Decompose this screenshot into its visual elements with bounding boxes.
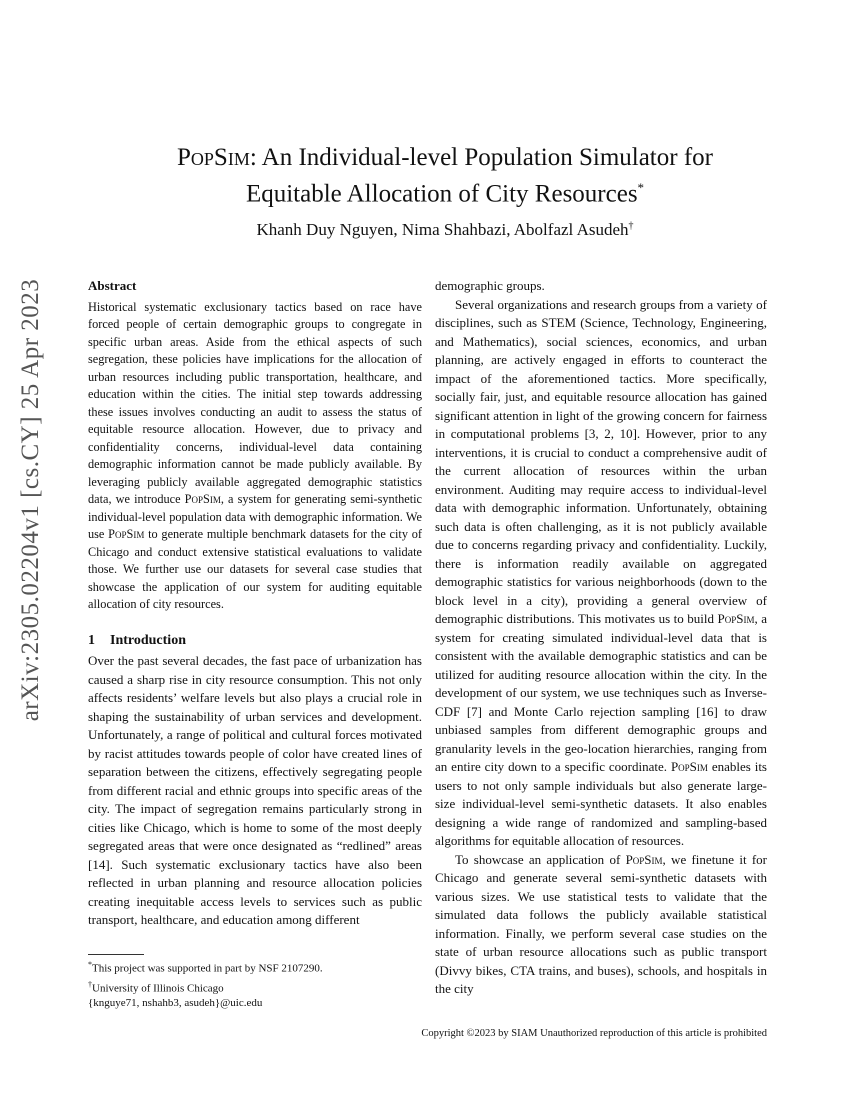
footnote-2-mark: †	[88, 979, 92, 989]
abstract-part-3: to generate multiple benchmark datasets for the city of Chicago and conduct extensive statistical evaluations to validate those. We further use our datasets for several case studies that showcase the application of our system for auditing equitable allocation of city resources.	[88, 527, 422, 611]
author-names: Khanh Duy Nguyen, Nima Shahbazi, Abolfazl Asudeh	[256, 220, 629, 239]
author-footnote-mark: †	[628, 220, 634, 232]
intro-continuation: demographic groups.	[435, 278, 545, 293]
para2-text-c: enables its users to not only sample individuals but also generate large-size individual-level semi-synthetic datasets. It also enables designing a wide range of randomized and sampling-based algorithms for equitable allocation of resources.	[435, 759, 767, 848]
intro-paragraph-1: Over the past several decades, the fast pace of urbanization has caused a sharp rise in city resource consumption. This not only affects residents’ welfare levels but also plays a crucial role in shaping the sustainability of urban services and development. Unfortunately, a range of political and cultural forces motivated by racist attitudes towards people of color have created lines of separation between the citizens, effectively segregating people from different racial and ethnic groups into specific areas of the city. The impact of segregation remains particularly strong in cities like Chicago, which is home to some of the most deeply segregated areas that were once designated as “redlined” areas [14]. Such systematic exclusionary tactics have also been reflected in urban planning and resource allocation policies creating inequitable access levels to services such as public transport, healthcare, and education among different	[88, 653, 422, 927]
para3-text-b: , we finetune it for Chicago and generate several semi-synthetic datasets with various sizes. We use statistical tests to validate that the simulated data follows the publicly available statistical information. Finally, we perform several case studies on the state of urban resource allocations such as public transport (Divvy bikes, CTA trains, and buses), schools, and hospitals in the city	[435, 851, 767, 996]
para3-text-a: To showcase an application of	[455, 851, 626, 867]
paper-title	[120, 143, 770, 209]
left-column	[88, 277, 422, 930]
abstract-part-2: , a system for generating semi-synthetic individual-level population data with demographic information. We use	[88, 492, 423, 541]
arxiv-sidebar-stamp	[10, 278, 52, 722]
title-footnote-mark: *	[637, 180, 645, 195]
footnote-rule	[88, 954, 144, 955]
section-title: Introduction	[110, 632, 186, 648]
footnote-emails: {knguye71, nshahb3, asudeh}@uic.edu	[88, 997, 263, 1010]
abstract-popsim-1: PopSim	[184, 492, 221, 506]
para2-text: Several organizations and research groups from a variety of disciplines, such as STEM (Science, Technology, Engineering, and Mathematics), social sciences, economics, and urban planning, are actively engaged in efforts to counteract the impact of the aforementioned tactics. More specifically, socially fair, just, and equitable resource allocation has gained significant attention in light of the growing concern for fairness in computational problems [3, 2, 10]. However, prior to any interventions, it is crucial to conduct a comprehensive audit of the current allocation of resources within the urban environment. Auditing may require access to individual-level data with demographic information. Unfortunately, obtaining such data is often challenging, as it is not publicly available due to concerns regarding privacy and confidentiality. Luckily, there is information readily available on aggregated demographic statistics for various neighborhoods (down to the block level in a city), providing a general overview of demographic distributions. This motivates us to build	[435, 296, 767, 626]
title-line-2	[120, 173, 770, 209]
intro-paragraph-3	[435, 851, 767, 999]
section-number: 1	[88, 632, 95, 648]
copyright-notice: Copyright ©2023 by SIAM Unauthorized reproduction of this article is prohibited	[421, 1028, 767, 1039]
footnote-1-mark: *	[88, 960, 92, 969]
intro-paragraph-2	[435, 296, 767, 851]
title-line-1-text: : An Individual-level Population Simulator for	[249, 144, 713, 171]
abstract-part-1: Historical systematic exclusionary tactics based on race have forced people of certain demographic groups to congregate in specific urban areas. Aside from the ethical aspects of such segregation, these policies have implications for the allocation of urban resources including public transportation, healthcare, and education within the cities. The initial step towards addressing these issues involves conducting an audit to assess the status of equitable resource allocation. However, due to privacy and confidentiality concerns, individual-level data containing demographic information cannot be made publicly available. By leveraging publicly available aggregated demographic statistics data, we introduce	[88, 299, 422, 506]
arxiv-identifier: arXiv:2305.02204v1 [cs.CY] 25 Apr 2023	[17, 278, 44, 722]
title-line-2-text: Equitable Allocation of City Resources	[245, 180, 638, 208]
abstract-text	[88, 299, 422, 614]
abstract-heading: Abstract	[88, 278, 137, 293]
abstract	[88, 277, 422, 614]
title-line-1	[120, 143, 770, 173]
introduction-heading	[88, 632, 422, 651]
footnotes	[88, 957, 422, 1011]
para2-popsim-2: PopSim	[670, 759, 708, 774]
right-column	[435, 277, 767, 999]
title-system-name: PopSim	[177, 144, 250, 171]
footnote-affiliation	[88, 977, 422, 997]
para3-popsim: PopSim	[625, 851, 663, 867]
abstract-popsim-2: PopSim	[108, 527, 145, 541]
footnote-2-text: University of Illinois Chicago	[92, 982, 224, 995]
footnote-1-text: This project was supported in part by NSF 2107290.	[92, 962, 323, 975]
author-list	[120, 220, 770, 240]
footnote-funding	[88, 957, 422, 977]
para2-popsim-1: PopSim	[717, 611, 755, 626]
para2-text-b: , a system for creating simulated individual-level data that is consistent with the available demographic statistics and can be utilized for auditing resource allocation within the city. In the development of our system, we use techniques such as Inverse-CDF [7] and Monte Carlo rejection sampling [16] to draw unbiased samples from different demographic groups and granularity levels in the geo-location hierarchies, ranging from an entire city down to a specific coordinate.	[435, 611, 767, 774]
